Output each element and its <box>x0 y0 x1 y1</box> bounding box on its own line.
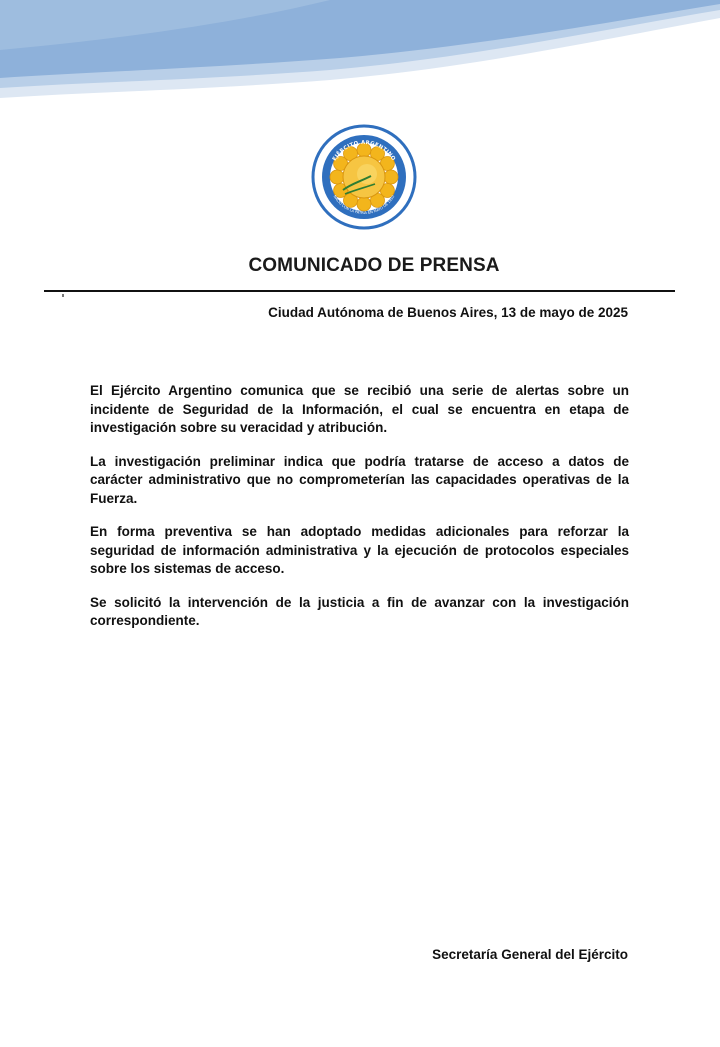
svg-text:NACIÓ CON LA PATRIA EN MAYO DE: NACIÓ CON LA PATRIA EN MAYO DE 1810 <box>332 194 396 216</box>
document-title: COMUNICADO DE PRENSA <box>248 255 500 276</box>
paragraph: En forma preventiva se han adoptado medidas adicionales para reforzar la seguridad de información administrativa y la ejecución de protocolos especiales sobre los sistemas de acceso. <box>90 524 629 576</box>
header-wave-decoration <box>0 0 720 110</box>
place-date-line: Ciudad Autónoma de Buenos Aires, 13 de mayo de 2025 <box>268 305 628 320</box>
army-seal-logo <box>311 124 417 230</box>
signature: Secretaría General del Ejército <box>432 947 628 962</box>
press-release-body <box>90 382 629 646</box>
paragraph: La investigación preliminar indica que podría tratarse de acceso a datos de carácter administrativo que no comprometerían las capacidades operativas de la Fuerza. <box>90 453 629 506</box>
title-divider <box>44 290 675 292</box>
paragraph: Se solicitó la intervención de la justicia a fin de avanzar con la investigación correspondiente. <box>90 594 629 628</box>
divider-mark <box>62 294 64 297</box>
svg-text:EJÉRCITO ARGENTINO: EJÉRCITO ARGENTINO <box>331 139 397 163</box>
paragraph: El Ejército Argentino comunica que se recibió una serie de alertas sobre un incidente de Seguridad de la Información, el cual se encuentra en etapa de investigación sobre su veracidad y atribución. <box>90 383 629 435</box>
